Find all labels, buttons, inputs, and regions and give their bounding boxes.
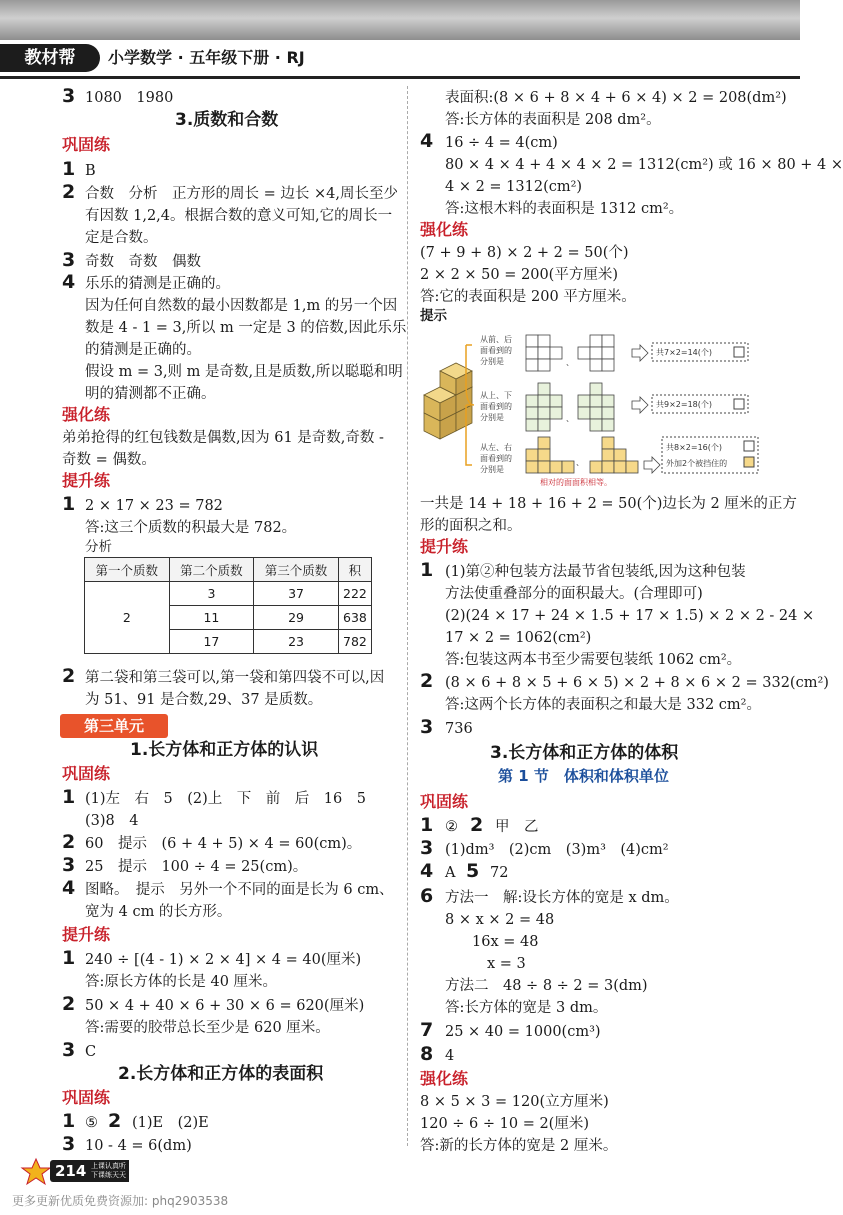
item-number: 1 [420,814,434,836]
square-icon [744,441,754,451]
slogan-line: 下课练天天 [91,1171,126,1179]
answer-text: 50 × 4 + 40 × 6 + 30 × 6 = 620(厘米) [85,998,365,1014]
item-number: 2 [62,831,76,853]
answer-text: 假设 m = 3,则 m 是奇数,且是质数,所以聪聪和明 [85,364,403,380]
table-cell: 29 [254,606,339,630]
answer-text: 答:长方体的宽是 3 dm。 [445,1000,608,1016]
answer-text: x = 3 [487,956,526,972]
item-number: 3 [62,1133,76,1155]
answer-text: 4 × 2 = 1312(cm²) [445,179,583,195]
answer-text: 答:这根木料的表面积是 1312 cm²。 [445,201,684,217]
table-row [85,582,372,606]
item-number: 6 [420,885,434,907]
right-view-grid [590,437,638,473]
column-divider [407,86,409,1146]
answer-text: 方法使重叠部分的面积最大。(合理即可) [445,586,703,602]
answer-text: 答:需要的胶带总长至少是 620 厘米。 [85,1020,330,1036]
hint-label: 提示 [420,308,447,324]
table-cell: 638 [338,606,371,630]
answer-text: 17 × 2 = 1062(cm²) [445,630,592,646]
answer-text: 奇数 奇数 偶数 [85,254,201,270]
answer-text: (1)第②种包装方法最节省包装纸,因为这种包装 [445,564,746,580]
answer-text: 答:原长方体的长是 40 厘米。 [85,974,278,990]
item-number: 3 [62,1039,76,1061]
table-header-cell: 第三个质数 [254,558,339,582]
footer-slogan [88,1160,129,1182]
answer-text: 240 ÷ [(4 - 1) × 2 × 4] × 4 = 40(厘米) [85,952,362,968]
answer-text: 答:新的长方体的宽是 2 厘米。 [420,1138,618,1154]
item-number: 2 [62,665,76,687]
answer-text: 第二袋和第三袋可以,第一袋和第四袋不可以,因 [85,670,385,686]
item-number: 1 [62,947,76,969]
answer-text: (2)(24 × 17 + 24 × 1.5 + 17 × 1.5) × 2 × 2 - 24 × [445,608,815,624]
item-number: 2 [470,814,484,836]
item-number: 1 [420,559,434,581]
answer-text: 10 - 4 = 6(dm) [85,1138,192,1154]
exercise-heading: 巩固练 [62,135,111,154]
view-label: 分别是 [480,413,504,422]
exercise-heading: 强化练 [62,405,111,424]
exercise-heading: 提升练 [62,471,111,490]
answer-text: 736 [445,721,473,737]
left-view-grid [526,437,574,473]
section-title: 3.质数和合数 [175,110,279,130]
answer-text: 8 × 5 × 3 = 120(立方厘米) [420,1094,609,1110]
answer-text: (7 + 9 + 8) × 2 + 2 = 50(个) [420,245,629,261]
prime-table [84,557,372,654]
answer-text: ⑤ [85,1115,98,1131]
answer-text: 奇数 = 偶数。 [62,452,156,468]
count-text: 外加2个被挡住的 [666,459,728,468]
count-text: 共8×2=16(个) [666,443,723,452]
book-title: 小学数学 · 五年级下册 · RJ [108,48,305,67]
square-icon [734,347,744,357]
answer-text: B [85,163,96,179]
page-number: 214 [50,1160,91,1182]
count-text: 共7×2=14(个) [656,348,713,357]
view-label: 面看到的 [480,346,512,355]
exercise-heading: 巩固练 [420,792,469,811]
item-number: 4 [62,271,76,293]
answer-text: 方法一 解:设长方体的宽是 x dm。 [445,890,679,906]
item-number: 2 [420,670,434,692]
separator-mark: 、 [566,414,574,423]
table-cell: 222 [338,582,371,606]
section-title: 3.长方体和正方体的体积 [490,743,679,763]
subsection-title: 第 1 节 体积和体积单位 [498,767,669,785]
answer-text: 的猜测是正确的。 [85,342,201,358]
slogan-line: 上课认真听 [91,1162,126,1170]
exercise-heading: 巩固练 [62,764,111,783]
answer-text: 定是合数。 [85,230,158,246]
item-number: 1 [62,493,76,515]
answer-text: 25 × 40 = 1000(cm³) [445,1024,601,1040]
answer-text: 2 × 2 × 50 = 200(平方厘米) [420,267,618,283]
answer-text: (1)E (2)E [132,1115,209,1131]
view-label: 从前、后 [480,335,512,344]
item-number: 7 [420,1019,434,1041]
item-number: 4 [62,877,76,899]
table-header-cell: 积 [338,558,371,582]
answer-text: 因为任何自然数的最小因数都是 1,m 的另一个因 [85,298,398,314]
exercise-heading: 强化练 [420,1069,469,1088]
star-badge-icon [20,1158,52,1186]
answer-text: 16 ÷ 4 = 4(cm) [445,135,558,151]
exercise-heading: 提升练 [62,925,111,944]
item-number: 4 [420,130,434,152]
answer-text: 乐乐的猜测是正确的。 [85,276,230,292]
answer-text: A [445,865,456,881]
table-cell: 37 [254,582,339,606]
item-number: 1 [62,158,76,180]
table-cell: 17 [169,630,254,654]
answer-text: 数是 4 - 1 = 3,所以 m 一定是 3 的倍数,因此乐乐 [85,320,407,336]
answer-text: 2 × 17 × 23 = 782 [85,498,223,514]
item-number: 3 [62,85,76,107]
answer-text: 图略。 提示 另外一个不同的面是长为 6 cm、 [85,882,394,898]
table-header-row [85,558,372,582]
answer-text: 有因数 1,2,4。根据合数的意义可知,它的周长一 [85,208,393,224]
answer-text: 合数 分析 正方形的周长 = 边长 ×4,周长至少 [85,186,398,202]
answer-text: C [85,1044,97,1060]
answer-text: (3)8 4 [85,813,139,829]
table-cell: 11 [169,606,254,630]
answer-text: 25 提示 100 ÷ 4 = 25(cm)。 [85,859,308,875]
item-number: 1 [62,1110,76,1132]
item-number: 3 [62,854,76,876]
answer-text: 120 ÷ 6 ÷ 10 = 2(厘米) [420,1116,589,1132]
item-number: 3 [420,716,434,738]
table-header-cell: 第二个质数 [169,558,254,582]
answer-text: (8 × 6 + 8 × 5 + 6 × 5) × 2 + 8 × 6 × 2 = 332(cm²) [445,675,829,691]
item-number: 2 [108,1110,122,1132]
cube-views-figure [418,325,768,490]
unit-banner: 第三单元 [60,714,168,738]
top-decoration-bar [0,0,800,40]
brand-label: 教材帮 [0,44,100,72]
item-number: 2 [62,993,76,1015]
cube-stack-drawing [424,363,472,439]
answer-text: 一共是 14 + 18 + 16 + 2 = 50(个)边长为 2 厘米的正方 [420,496,797,512]
table-cell: 23 [254,630,339,654]
section-title: 1.长方体和正方体的认识 [130,740,319,760]
analysis-label: 分析 [85,539,112,555]
answer-text: (1)dm³ (2)cm (3)m³ (4)cm² [445,842,669,858]
answer-text: 方法二 48 ÷ 8 ÷ 2 = 3(dm) [445,978,648,994]
answer-text: 表面积:(8 × 6 + 8 × 4 + 6 × 4) × 2 = 208(dm²) [445,90,787,106]
answer-text: 答:长方体的表面积是 208 dm²。 [445,112,661,128]
answer-text: 72 [490,865,509,881]
answer-text: 形的面积之和。 [420,518,522,534]
item-number: 1 [62,786,76,808]
square-icon [744,457,754,467]
answer-text: 16x = 48 [472,934,539,950]
figure-note: 相对的面面积相等。 [540,478,612,487]
answer-text: 答:这两个长方体的表面积之和最大是 332 cm²。 [445,697,761,713]
separator-mark: 、 [576,458,584,467]
watermark-text: 更多更新优质免费资源加: phq2903538 [12,1194,229,1208]
item-number: 5 [466,860,480,882]
separator-mark: 、 [566,358,574,367]
exercise-heading: 强化练 [420,220,469,239]
item-number: 3 [62,249,76,271]
answer-text: 答:包装这两本书至少需要包装纸 1062 cm²。 [445,652,742,668]
answer-text: 为 51、91 是合数,29、37 是质数。 [85,692,323,708]
table-cell: 2 [85,582,170,654]
table-cell: 782 [338,630,371,654]
exercise-heading: 提升练 [420,537,469,556]
answer-text: 答:它的表面积是 200 平方厘米。 [420,289,636,305]
front-view-grid [526,335,562,371]
answer-text: ② [445,819,458,835]
back-view-grid [578,335,614,371]
view-label: 分别是 [480,357,504,366]
answer-text: 1080 1980 [85,90,174,106]
item-number: 3 [420,837,434,859]
section-title: 2.长方体和正方体的表面积 [118,1064,324,1084]
table-header-cell: 第一个质数 [85,558,170,582]
top-view-grid [526,383,562,431]
answer-text: 答:这三个质数的积最大是 782。 [85,520,297,536]
answer-text: 明的猜测都不正确。 [85,386,216,402]
answer-text: (1)左 右 5 (2)上 下 前 后 16 5 [85,791,366,807]
answer-text: 宽为 4 cm 的长方形。 [85,904,232,920]
answer-text: 4 [445,1048,455,1064]
answer-text: 甲 乙 [495,819,539,835]
item-number: 4 [420,860,434,882]
square-icon [734,399,744,409]
view-label: 从左、右 [480,443,512,452]
view-label: 面看到的 [480,454,512,463]
item-number: 8 [420,1043,434,1065]
view-label: 分别是 [480,465,504,474]
answer-text: 弟弟抢得的红包钱数是偶数,因为 61 是奇数,奇数 - [62,430,384,446]
answer-text: 60 提示 (6 + 4 + 5) × 4 = 60(cm)。 [85,836,362,852]
table-cell: 3 [169,582,254,606]
item-number: 2 [62,181,76,203]
count-text: 共9×2=18(个) [656,400,713,409]
view-label: 面看到的 [480,402,512,411]
exercise-heading: 巩固练 [62,1088,111,1107]
answer-text: 8 × x × 2 = 48 [445,912,555,928]
bottom-view-grid [578,383,614,431]
answer-text: 80 × 4 × 4 + 4 × 4 × 2 = 1312(cm²) 或 16 × 80 + 4 × [445,157,843,173]
view-label: 从上、下 [480,391,512,400]
